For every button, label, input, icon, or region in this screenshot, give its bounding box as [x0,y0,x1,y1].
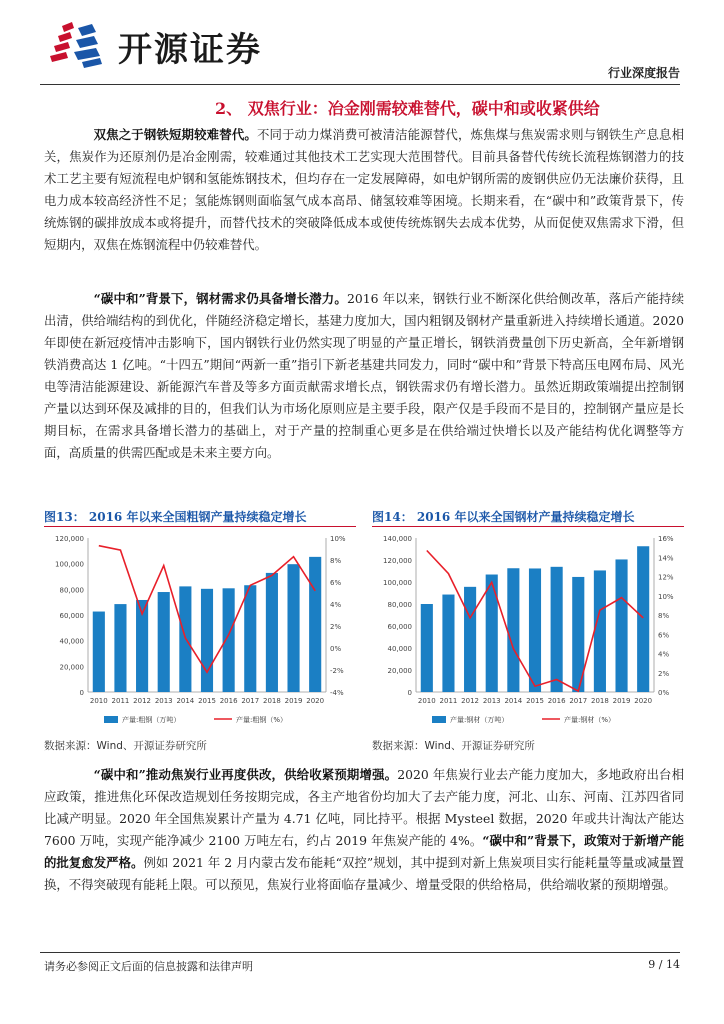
legend-bar-label: 产量:钢材（万吨） [450,716,509,724]
x-tick-label: 2012 [133,697,152,705]
x-tick-label: 2014 [176,697,195,705]
section-title: 2、 双焦行业：冶金刚需较难替代，碳中和或收紧供给 [215,99,600,118]
report-type: 行业深度报告 [607,66,680,80]
paragraph-3-body2: 例如 2021 年 2 月内蒙古发布能耗“双控”规划，其中提到对新上焦炭项目实行能耗量等量或减量置换，不得突破现有能耗上限。可以预见，焦炭行业将面临存量减少、增量受限的供给格局，供给端收紧的预期增强。 [44,855,684,892]
footer-disclaimer: 请务必参阅正文后面的信息披露和法律声明 [44,960,253,973]
legend-line-label: 产量:钢材（%） [564,716,616,724]
y-left-tick-label: 120,000 [55,535,84,543]
y-right-tick-label: 6% [330,579,342,587]
y-right-tick-label: 0% [330,645,342,653]
bar-2016 [551,567,563,692]
bar-2013 [158,592,170,692]
y-left-tick-label: 0 [79,689,84,697]
bar-2014 [507,568,519,692]
figure-13-chart [44,530,356,732]
x-tick-label: 2018 [262,697,281,705]
y-left-tick-label: 120,000 [383,557,412,565]
bar-2012 [464,587,476,692]
bar-2011 [114,604,126,692]
bar-2011 [442,595,454,692]
bar-2020 [637,546,649,692]
paragraph-1-body: 不同于动力煤消费可被清洁能源替代，炼焦煤与焦炭需求则与钢铁生产息息相关，焦炭作为还原剂仍是冶金刚需，较难通过其他技术工艺实现大范围替代。目前具备替代传统长流程炼钢潜力的技术工艺主要有短流程电炉钢和氢能炼钢技术，但均存在一定发展障碍，如电炉钢所需的废钢供应仍无法廉价获得，且电力成本较高经济性不足；氢能炼钢则面临氢气成本高昂、储氢较难等困境。长期来看，在“碳中和”政策背景下，传统炼钢的碳排放成本或将提升，而替代技术的突破降低成本或使传统炼钢失去成本优势，从而促使双焦需求下滑，但短期内，双焦在炼钢流程中仍较难替代。 [44,127,685,252]
y-left-tick-label: 40,000 [59,637,84,646]
footer-divider [40,952,680,953]
bar-2013 [486,575,498,692]
x-tick-label: 2013 [482,697,501,705]
figure-14-source: 数据来源：Wind、开源证券研究所 [372,740,535,752]
y-left-tick-label: 80,000 [387,601,412,609]
bar-2020 [309,557,321,692]
paragraph-3 [44,764,684,896]
y-left-tick-label: 60,000 [387,623,412,631]
x-tick-label: 2017 [569,697,588,705]
paragraph-2-body: 2016 年以来，钢铁行业不断深化供给侧改革，落后产能持续出清，供给端结构的到优化，伴随经济稳定增长，基建力度加大，国内粗钢及钢材产量重新进入持续增长通道。2020 年即使在新冠疫情冲击影响下，国内钢铁行业仍然实现了明显的产量正增长，钢铁消费量创下历史新高，全年新增钢铁消费高达 1 亿吨。“十四五”期间“两新一重”指引下新老基建共同发力，同时“碳中和”背景下特高压电网布局、风光电等清洁能源建设、新能源汽车普及等多方面贡献需求增长点，钢铁需求仍有增长潜力。虽然近期政策端提出控制钢产量以达到环保及减排的目的，但我们认为市场化原则应是主要手段，限产仅是手段而不是目的，控制钢产量应是长期目标，在需求具备增长潜力的基础上，对于产量的控制重心更多是在供给端过快增长以及产能结构优化调整等方面，高质量的供需匹配或是未来主要方向。 [44,291,684,460]
bar-2019 [615,559,627,692]
figure-13-rule [44,526,356,527]
y-left-tick-label: 100,000 [55,560,84,569]
paragraph-3-lead: “碳中和”推动焦炭行业再度供改，供给收紧预期增强。 [93,767,398,782]
legend-bar-swatch [104,716,118,723]
figure-14-rule [372,526,684,527]
y-right-tick-label: 2% [330,623,342,631]
y-right-tick-label: -2% [330,667,344,675]
x-tick-label: 2011 [439,697,458,705]
paragraph-3-body: 2020 年焦炭行业去产能力度加大，多地政府出台相应政策，推进焦化环保改造规划任务按期完成，各主产地省份均加大了去产能力度，河北、山东、河南、江苏四省同比减产明显。2020 年全国焦炭累计产量为 4.71 亿吨，同比持平。根据 Mysteel 数据，2020 年或共计淘汰产能达 7600 万吨，实现产能净减少 2100 万吨左右，约占 2019 年焦炭产能的 4%。 [44,767,684,848]
x-tick-label: 2015 [198,697,216,705]
y-right-tick-label: 4% [330,601,342,609]
figure-13-title: 图13： 2016 年以来全国粗钢产量持续稳定增长 [44,510,307,524]
figure-13-source: 数据来源：Wind、开源证券研究所 [44,740,207,752]
x-tick-label: 2012 [461,697,480,705]
header-divider [40,84,680,85]
y-right-tick-label: 2% [658,669,670,678]
y-right-tick-label: 16% [658,535,674,543]
bar-2019 [287,564,299,692]
y-left-tick-label: 100,000 [383,579,412,587]
x-tick-label: 2010 [89,697,108,705]
y-right-tick-label: 10% [330,535,346,543]
bar-2018 [266,573,278,692]
paragraph-1-lead: 双焦之于钢铁短期较难替代。 [93,127,257,142]
bar-2018 [594,570,606,692]
y-left-tick-label: 40,000 [387,645,412,653]
bar-2016 [223,588,235,692]
x-tick-label: 2016 [219,697,238,705]
figure-14-chart [372,530,684,732]
page-header [0,0,724,88]
paragraph-3-lead2: “碳中和”背景下，政策对于新增产能的批复愈发严格。 [44,833,684,870]
legend-bar-swatch [432,716,446,723]
x-tick-label: 2019 [284,697,303,705]
y-right-tick-label: 4% [658,650,670,659]
y-left-tick-label: 60,000 [59,612,84,620]
y-right-tick-label: 6% [658,631,670,640]
y-right-tick-label: 8% [330,557,342,565]
y-left-tick-label: 0 [407,689,412,697]
legend-line-label: 产量:粗钢（%） [236,716,288,724]
x-tick-label: 2010 [417,697,436,705]
x-tick-label: 2017 [241,697,260,705]
y-right-tick-label: 12% [658,573,674,582]
y-left-tick-label: 140,000 [383,535,412,543]
x-tick-label: 2020 [306,697,325,705]
x-tick-label: 2019 [612,697,631,705]
y-left-tick-label: 80,000 [59,586,84,595]
x-tick-label: 2016 [547,697,566,705]
y-right-tick-label: 10% [658,592,674,601]
page-number: 9 / 14 [648,958,680,971]
bar-2017 [244,585,256,692]
paragraph-1 [44,124,684,256]
y-right-tick-label: 14% [658,554,674,563]
figure-14-title: 图14： 2016 年以来全国钢材产量持续稳定增长 [372,510,635,524]
y-right-tick-label: -4% [330,689,344,697]
x-tick-label: 2018 [590,697,609,705]
paragraph-2 [44,288,684,464]
y-left-tick-label: 20,000 [387,667,412,675]
x-tick-label: 2020 [634,697,653,705]
bar-2015 [201,589,213,692]
bar-2010 [421,604,433,692]
x-tick-label: 2013 [154,697,173,705]
x-tick-label: 2014 [504,697,523,705]
bar-2015 [529,568,541,692]
logo-text: 开源证券 [118,30,262,70]
legend-bar-label: 产量:粗钢（万吨） [122,716,181,724]
y-left-tick-label: 20,000 [59,663,84,672]
y-right-tick-label: 0% [658,689,670,697]
paragraph-2-lead: “碳中和”背景下，钢材需求仍具备增长潜力。 [93,291,347,306]
x-tick-label: 2015 [526,697,544,705]
x-tick-label: 2011 [111,697,130,705]
bar-2010 [93,612,105,692]
y-right-tick-label: 8% [658,612,670,620]
